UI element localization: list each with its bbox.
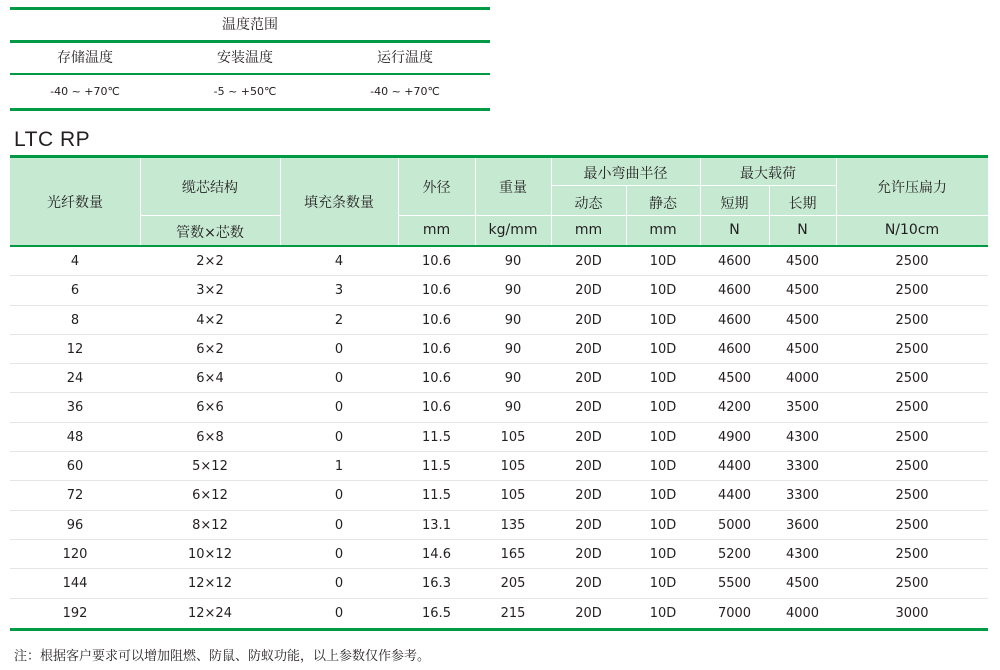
crush-cell: 2500 — [895, 488, 929, 504]
bend-dynamic-cell: 20D — [575, 488, 602, 504]
structure-cell: 6×2 — [196, 341, 224, 357]
structure-sub-header: 管数×芯数 — [176, 225, 244, 241]
spec-header — [10, 158, 988, 245]
table-row — [10, 452, 988, 481]
table-row — [10, 540, 988, 569]
temperature-header-row — [10, 43, 490, 73]
temperature-table — [10, 7, 490, 111]
fiber-count-cell: 192 — [62, 605, 88, 621]
od-cell: 10.6 — [422, 254, 451, 269]
load-long-cell: 4300 — [785, 546, 820, 562]
crush-unit: N/10cm — [884, 222, 940, 238]
bend-static-cell: 10D — [649, 517, 677, 533]
crush-cell: 2500 — [895, 341, 929, 357]
bend-dynamic-cell: 20D — [575, 517, 602, 533]
load-short-cell: 4400 — [717, 459, 752, 475]
crush-cell: 2500 — [895, 283, 929, 299]
weight-unit: kg/mm — [488, 222, 538, 238]
table-row — [10, 247, 988, 276]
load-long-cell: 3300 — [785, 488, 820, 504]
filler-cell: 0 — [334, 371, 344, 387]
crush-cell: 2500 — [895, 312, 929, 328]
load-short-cell: 5500 — [717, 576, 752, 592]
bend-dynamic-cell: 20D — [575, 312, 602, 328]
crush-cell: 2500 — [895, 546, 929, 562]
fiber-count-cell: 6 — [70, 283, 80, 299]
bend-static-cell: 10D — [649, 429, 677, 445]
filler-cell: 0 — [334, 605, 344, 621]
bend-static-cell: 10D — [649, 546, 677, 562]
od-cell: 14.6 — [422, 546, 451, 562]
filler-cell: 2 — [334, 312, 344, 328]
bend-static-cell: 10D — [649, 341, 677, 357]
crush-cell: 2500 — [895, 517, 929, 533]
storage-temp-value: -40 ~ +70℃ — [50, 85, 120, 98]
structure-header: 缆芯结构 — [182, 180, 238, 196]
operating-temp-header: 运行温度 — [377, 50, 433, 66]
structure-cell: 6×4 — [196, 371, 224, 387]
table-row — [10, 393, 988, 422]
table-row — [10, 364, 988, 393]
od-cell: 13.1 — [422, 517, 451, 533]
filler-cell: 0 — [334, 429, 344, 445]
filler-cell: 0 — [334, 517, 344, 533]
bend-dynamic-cell: 20D — [575, 371, 602, 387]
bend-static-unit: mm — [649, 222, 677, 238]
fiber-count-cell: 36 — [66, 400, 84, 416]
install-temp-header: 安装温度 — [217, 50, 273, 66]
bend-dynamic-unit: mm — [574, 222, 603, 238]
bend-static-cell: 10D — [649, 283, 677, 299]
od-unit: mm — [422, 222, 451, 238]
bend-dynamic-cell: 20D — [575, 459, 602, 475]
table-row — [10, 599, 988, 628]
load-long-cell: 4500 — [785, 341, 820, 357]
spec-body — [10, 247, 988, 628]
weight-cell: 90 — [504, 400, 522, 416]
od-cell: 11.5 — [422, 488, 451, 504]
load-short-cell: 7000 — [717, 605, 752, 621]
filler-cell: 0 — [334, 546, 344, 562]
weight-cell: 215 — [500, 605, 526, 621]
install-temp-value: -5 ~ +50℃ — [213, 85, 277, 98]
bend-static-cell: 10D — [649, 312, 677, 328]
load-short-cell: 4600 — [717, 283, 752, 299]
crush-cell: 2500 — [895, 429, 929, 445]
weight-cell: 90 — [504, 312, 522, 328]
temperature-value-row — [10, 75, 490, 108]
max-load-header: 最大载荷 — [740, 166, 796, 182]
crush-cell: 2500 — [895, 400, 929, 416]
bend-radius-header: 最小弯曲半径 — [583, 166, 668, 182]
unit-divider — [398, 215, 988, 216]
table-row — [10, 423, 988, 452]
load-long-cell: 4500 — [785, 312, 820, 328]
weight-cell: 90 — [504, 254, 522, 269]
od-cell: 16.5 — [422, 605, 451, 621]
load-short-cell: 5200 — [717, 546, 752, 562]
weight-cell: 90 — [504, 341, 522, 357]
fiber-count-cell: 120 — [62, 546, 88, 562]
load-short-cell: 4600 — [717, 254, 752, 269]
table-row — [10, 569, 988, 598]
fiber-count-cell: 60 — [66, 459, 84, 475]
crush-cell: 3000 — [895, 605, 929, 621]
structure-cell: 2×2 — [196, 254, 224, 269]
crush-header: 允许压扁力 — [877, 180, 947, 196]
structure-cell: 8×12 — [192, 517, 228, 533]
od-header: 外径 — [422, 180, 451, 196]
fiber-count-cell: 144 — [62, 576, 88, 592]
bend-dynamic-cell: 20D — [575, 254, 602, 269]
crush-cell: 2500 — [895, 459, 929, 475]
load-long-cell: 3500 — [785, 400, 820, 416]
bend-dynamic-cell: 20D — [575, 429, 602, 445]
filler-cell: 3 — [334, 283, 344, 299]
group-divider — [551, 185, 836, 186]
bend-dynamic-cell: 20D — [575, 546, 602, 562]
operating-temp-value: -40 ~ +70℃ — [370, 85, 440, 98]
fiber-count-header: 光纤数量 — [47, 195, 103, 211]
bend-static-cell: 10D — [649, 459, 677, 475]
weight-cell: 105 — [500, 459, 526, 475]
crush-cell: 2500 — [895, 254, 929, 269]
spec-table — [10, 155, 988, 631]
load-long-cell: 4500 — [785, 576, 820, 592]
temperature-title: 温度范围 — [222, 17, 278, 33]
load-short-cell: 4400 — [717, 488, 752, 504]
structure-cell: 5×12 — [192, 459, 228, 475]
od-cell: 10.6 — [422, 341, 451, 357]
load-long-cell: 3600 — [785, 517, 820, 533]
bend-dynamic-cell: 20D — [575, 400, 602, 416]
table-row — [10, 276, 988, 305]
structure-cell: 6×8 — [196, 429, 224, 445]
od-cell: 10.6 — [422, 371, 451, 387]
fiber-count-cell: 24 — [66, 371, 84, 387]
table-row — [10, 306, 988, 335]
crush-cell: 2500 — [895, 371, 929, 387]
structure-cell: 12×24 — [188, 605, 232, 621]
fiber-count-cell: 12 — [66, 341, 84, 357]
table-row — [10, 481, 988, 510]
load-long-cell: 4000 — [785, 371, 820, 387]
weight-cell: 105 — [500, 429, 526, 445]
table-row — [10, 335, 988, 364]
load-short-unit: N — [729, 222, 740, 238]
structure-cell: 6×6 — [196, 400, 224, 416]
table-row — [10, 511, 988, 540]
weight-cell: 105 — [500, 488, 526, 504]
structure-cell: 3×2 — [196, 283, 224, 299]
load-long-cell: 4500 — [785, 283, 820, 299]
load-long-header: 长期 — [788, 196, 817, 212]
load-long-cell: 4500 — [785, 254, 820, 269]
fiber-count-cell: 8 — [70, 312, 80, 328]
fiber-count-cell: 48 — [66, 429, 84, 445]
bend-static-header: 静态 — [649, 196, 677, 212]
filler-cell: 1 — [334, 459, 344, 475]
od-cell: 10.6 — [422, 283, 451, 299]
structure-cell: 12×12 — [188, 576, 232, 592]
filler-cell: 0 — [334, 400, 344, 416]
structure-cell: 6×12 — [192, 488, 228, 504]
storage-temp-header: 存储温度 — [57, 50, 113, 66]
bend-dynamic-cell: 20D — [575, 605, 602, 621]
bend-dynamic-cell: 20D — [575, 576, 602, 592]
od-cell: 11.5 — [422, 429, 451, 445]
bend-dynamic-cell: 20D — [575, 283, 602, 299]
bend-dynamic-cell: 20D — [575, 341, 602, 357]
structure-cell: 4×2 — [196, 312, 224, 328]
crush-cell: 2500 — [895, 576, 929, 592]
model-title: LTC RP — [14, 128, 91, 151]
weight-cell: 90 — [504, 371, 522, 387]
od-cell: 11.5 — [422, 459, 451, 475]
bend-static-cell: 10D — [649, 576, 677, 592]
bend-static-cell: 10D — [649, 371, 677, 387]
bend-static-cell: 10D — [649, 605, 677, 621]
fiber-count-cell: 4 — [70, 254, 80, 269]
load-short-cell: 4500 — [717, 371, 752, 387]
fiber-count-cell: 72 — [66, 488, 84, 504]
load-long-cell: 4000 — [785, 605, 820, 621]
bend-static-cell: 10D — [649, 400, 677, 416]
bend-dynamic-header: 动态 — [574, 196, 603, 212]
weight-cell: 135 — [500, 517, 526, 533]
filler-header: 填充条数量 — [304, 195, 374, 211]
structure-cell: 10×12 — [188, 546, 232, 562]
od-cell: 10.6 — [422, 400, 451, 416]
bend-static-cell: 10D — [649, 488, 677, 504]
load-short-cell: 4600 — [717, 341, 752, 357]
load-short-cell: 4600 — [717, 312, 752, 328]
filler-cell: 4 — [334, 254, 344, 269]
spec-bottom-rule — [10, 628, 988, 631]
od-cell: 10.6 — [422, 312, 451, 328]
load-long-cell: 4300 — [785, 429, 820, 445]
load-short-cell: 4900 — [717, 429, 752, 445]
weight-cell: 90 — [504, 283, 522, 299]
weight-header: 重量 — [499, 180, 527, 196]
temperature-bottom-rule — [10, 108, 490, 111]
unit-divider — [140, 215, 280, 216]
od-cell: 16.3 — [422, 576, 451, 592]
filler-cell: 0 — [334, 576, 344, 592]
load-short-cell: 5000 — [717, 517, 752, 533]
bend-static-cell: 10D — [649, 254, 677, 269]
load-long-unit: N — [797, 222, 808, 238]
filler-cell: 0 — [334, 341, 344, 357]
load-short-cell: 4200 — [717, 400, 752, 416]
load-short-header: 短期 — [720, 196, 749, 212]
weight-cell: 165 — [500, 546, 526, 562]
filler-cell: 0 — [334, 488, 344, 504]
fiber-count-cell: 96 — [66, 517, 84, 533]
weight-cell: 205 — [500, 576, 526, 592]
load-long-cell: 3300 — [785, 459, 820, 475]
footnote: 注：根据客户要求可以增加阻燃、防鼠、防蚁功能，以上参数仅作参考。 — [14, 649, 431, 664]
